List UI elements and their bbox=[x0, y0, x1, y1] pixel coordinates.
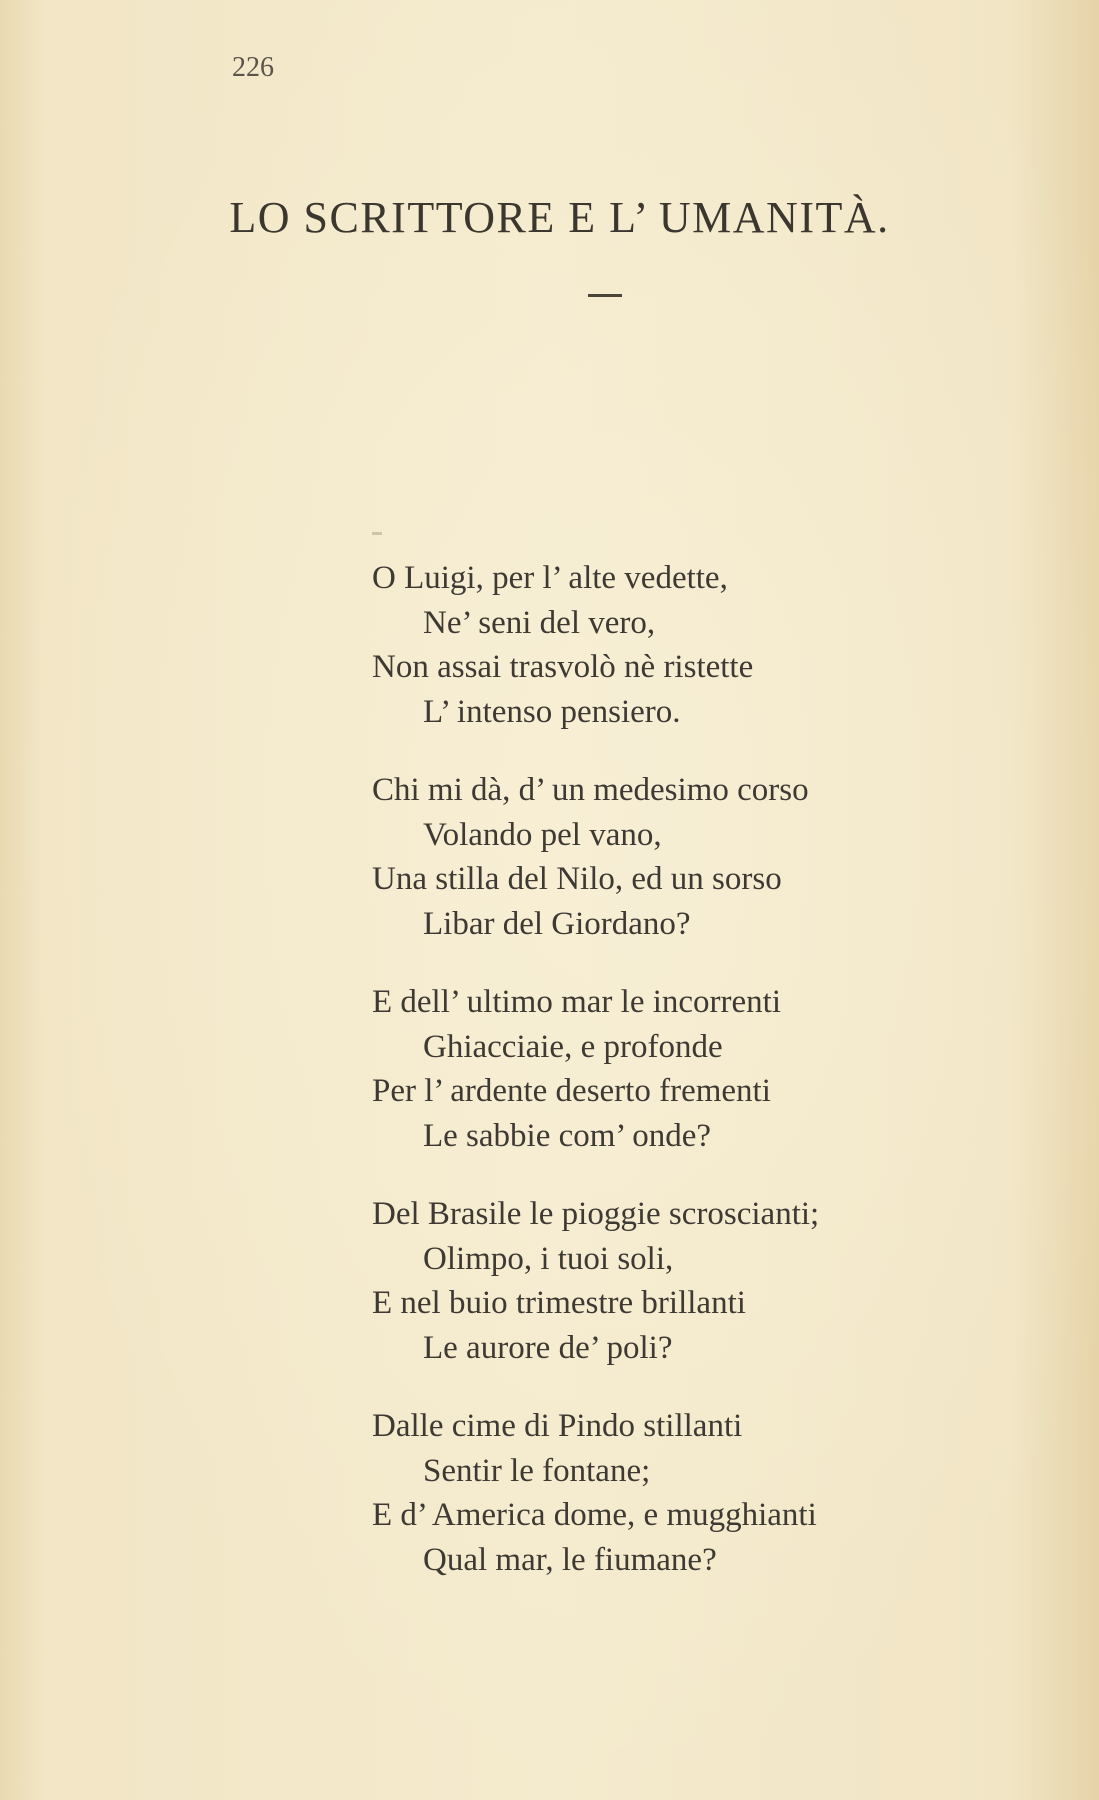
verse-line: Per l’ ardente deserto frementi bbox=[372, 1073, 771, 1109]
verse-line: Volando pel vano, bbox=[423, 816, 662, 853]
verse-line: Dalle cime di Pindo stillanti bbox=[372, 1408, 743, 1444]
verse-line: Del Brasile le pioggie scroscianti; bbox=[372, 1196, 820, 1232]
stanza-2 bbox=[372, 768, 932, 946]
verse-line: Olimpo, i tuoi soli, bbox=[423, 1240, 674, 1277]
paper-speck bbox=[372, 532, 382, 535]
verse-line: E d’ America dome, e mugghianti bbox=[372, 1497, 817, 1533]
page-number: 226 bbox=[232, 52, 274, 83]
verse-line: Ghiacciaie, e profonde bbox=[423, 1028, 723, 1065]
verse-line: Le aurore de’ poli? bbox=[423, 1329, 673, 1366]
verse-line: Ne’ seni del vero, bbox=[423, 604, 656, 641]
title-rule bbox=[588, 294, 622, 297]
verse-line: O Luigi, per l’ alte vedette, bbox=[372, 560, 728, 596]
stanza-4 bbox=[372, 1192, 932, 1370]
poem-body bbox=[372, 556, 932, 1616]
verse-line: Una stilla del Nilo, ed un sorso bbox=[372, 861, 782, 897]
verse-line: Le sabbie com’ onde? bbox=[423, 1117, 712, 1154]
verse-line: Qual mar, le fiumane? bbox=[423, 1541, 717, 1578]
verse-line: E dell’ ultimo mar le incorrenti bbox=[372, 984, 782, 1020]
verse-line: Libar del Giordano? bbox=[423, 905, 691, 942]
verse-line: Sentir le fontane; bbox=[423, 1452, 651, 1489]
verse-line: Chi mi dà, d’ un medesimo corso bbox=[372, 772, 809, 808]
stanza-3 bbox=[372, 980, 932, 1158]
verse-line: E nel buio trimestre brillanti bbox=[372, 1285, 746, 1321]
stanza-1 bbox=[372, 556, 932, 734]
verse-line: Non assai trasvolò nè ristette bbox=[372, 649, 754, 685]
verse-line: L’ intenso pensiero. bbox=[423, 693, 681, 730]
poem-title: LO SCRITTORE E L’ UMANITÀ. bbox=[229, 193, 890, 242]
stanza-5 bbox=[372, 1404, 932, 1582]
